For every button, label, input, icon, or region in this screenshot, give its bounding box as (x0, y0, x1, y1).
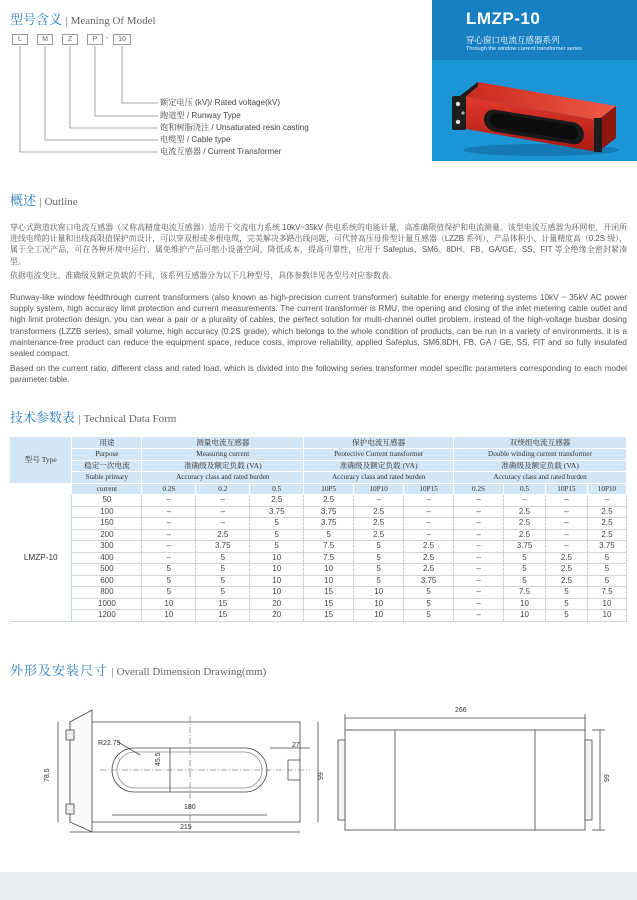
primary-current-cell: 500 (72, 564, 142, 576)
value-cell: 2.5 (196, 529, 250, 541)
value-cell: – (454, 529, 504, 541)
dimension-title-en-text: Overall Dimension Drawing(mm) (116, 666, 267, 678)
value-cell: 5 (404, 587, 454, 599)
value-cell: – (504, 495, 546, 507)
value-cell: – (454, 610, 504, 622)
value-cell: 10 (250, 564, 304, 576)
value-cell: 10 (142, 598, 196, 610)
value-cell: 2.5 (404, 564, 454, 576)
value-cell: 15 (304, 598, 354, 610)
value-cell: – (404, 495, 454, 507)
value-cell: 5 (545, 598, 587, 610)
th-acc-en-1: Accuracy class and rated burden (142, 472, 304, 484)
dim-offset: 27 (292, 742, 300, 749)
value-cell: 5 (404, 610, 454, 622)
value-cell: – (454, 518, 504, 530)
dimension-title-cn: 外形及安装尺寸 (10, 663, 109, 678)
primary-current-cell: 1000 (72, 598, 142, 610)
outline-para-en-2: Based on the current ratio, different class and rated load, which is divided into the following series transformer model specific parameters corresponding to each model parameter table. (10, 364, 627, 385)
value-cell: – (454, 575, 504, 587)
dim-right-height: 99 (318, 772, 325, 780)
value-cell: 5 (545, 610, 587, 622)
th-model: 型号 Type (10, 437, 72, 483)
value-cell: 2.5 (504, 506, 546, 518)
value-cell: 5 (354, 564, 404, 576)
value-cell: 20 (250, 610, 304, 622)
value-cell: – (454, 564, 504, 576)
value-cell: – (142, 495, 196, 507)
th-primary-en2: current (72, 483, 142, 495)
legend-rated-voltage: 额定电压 (kV)/ Rated voltage(kV) (160, 98, 281, 107)
th-class-4: 10P10 (354, 483, 404, 495)
dim-slot-width: 180 (184, 804, 196, 811)
value-cell: 2.5 (404, 552, 454, 564)
value-cell: 5 (587, 564, 626, 576)
th-class-0: 0.2S (142, 483, 196, 495)
value-cell: 2.5 (504, 518, 546, 530)
th-primary-cn: 稳定一次电流 (72, 460, 142, 472)
th-protect-cn: 保护电流互感器 (304, 437, 454, 449)
value-cell: 5 (142, 575, 196, 587)
value-cell: 5 (504, 564, 546, 576)
th-acc-en-2: Accuracy class and rated burden (304, 472, 454, 484)
value-cell: 5 (504, 575, 546, 587)
value-cell: – (142, 529, 196, 541)
value-cell: 15 (304, 610, 354, 622)
value-cell: 10 (354, 610, 404, 622)
value-cell: 5 (587, 575, 626, 587)
dim-total-width: 215 (180, 824, 192, 831)
table-row (10, 564, 627, 576)
value-cell: 3.75 (304, 506, 354, 518)
th-acc-cn-3: 准确级及额定负载 (VA) (454, 460, 627, 472)
value-cell: 5 (142, 587, 196, 599)
value-cell: 7.5 (504, 587, 546, 599)
value-cell: 5 (304, 529, 354, 541)
value-cell: 3.75 (587, 541, 626, 553)
legend-current-transformer: 电流互感器 / Current Transformer (160, 147, 282, 156)
value-cell: 10 (587, 598, 626, 610)
tech-title-en-text: Technical Data Form (83, 413, 177, 425)
model-box-p: P (87, 34, 103, 45)
product-photo (446, 60, 626, 160)
model-box-m: M (37, 34, 53, 45)
dim-total-height: 78.5 (44, 768, 51, 782)
table-row (10, 610, 627, 622)
table-row (10, 506, 627, 518)
primary-current-cell: 300 (72, 541, 142, 553)
value-cell: 5 (354, 575, 404, 587)
table-row (10, 518, 627, 530)
model-meaning-title-en: | Meaning Of Model (65, 15, 156, 27)
tech-title (10, 407, 176, 426)
value-cell: 5 (196, 552, 250, 564)
value-cell: 2.5 (587, 529, 626, 541)
value-cell: – (454, 587, 504, 599)
th-measure-en: Measuring current (142, 449, 304, 461)
value-cell: 15 (196, 598, 250, 610)
value-cell: 2.5 (354, 518, 404, 530)
value-cell: – (545, 506, 587, 518)
value-cell: – (545, 541, 587, 553)
side-view-drawing (330, 700, 630, 850)
value-cell: 3.75 (250, 506, 304, 518)
dimension-title-en: | Overall Dimension Drawing(mm) (111, 666, 267, 678)
value-cell: 2.5 (404, 541, 454, 553)
value-cell: 2.5 (504, 529, 546, 541)
value-cell: 5 (196, 587, 250, 599)
value-cell: – (196, 506, 250, 518)
value-cell: 10 (504, 610, 546, 622)
th-class-1: 0.2 (196, 483, 250, 495)
value-cell: – (454, 506, 504, 518)
value-cell: 15 (304, 587, 354, 599)
outline-para-en-1: Runway-like window feedthrough current transformers (also known as high-precision current transformer) suitable for energy metering systems 10kV ~ 35kV AC power supply system, high accuracy limit protection and current measurements. The current transformer is RMU, the opening and closing of the inlet metering cable outlet and high limit protection design, you can wear a pair or a plurality of cables, the perfect solution for multi-channel outlet problem, instead of the high-voltage busbar dosing transformers (LZZB series), small volume, high accuracy (0.2S grade), which belongs to the whole condition of products, can be run in a variety of environments, it is a maintenance-free product can reduce the equipment space, reduce costs, improve reliability, applied Safeplus, SM6,8DH, FB, GA / GE, SS, FIT and so fully insulated sealed compact. (10, 293, 627, 359)
value-cell: 2.5 (545, 552, 587, 564)
th-acc-en-3: Accuracy class and rated burden (454, 472, 627, 484)
th-protect-en: Peotective Current transformer (304, 449, 454, 461)
value-cell: – (142, 541, 196, 553)
value-cell: 3.75 (304, 518, 354, 530)
model-cell: LMZP-10 (10, 495, 72, 622)
value-cell: – (454, 495, 504, 507)
th-class-2: 0.5 (250, 483, 304, 495)
model-meaning-title-cn: 型号含义 (10, 12, 63, 27)
table-row (10, 529, 627, 541)
value-cell: 5 (354, 552, 404, 564)
value-cell: 5 (196, 575, 250, 587)
value-cell: 10 (250, 552, 304, 564)
value-cell: 2.5 (354, 506, 404, 518)
primary-current-cell: 200 (72, 529, 142, 541)
value-cell: 10 (504, 598, 546, 610)
th-acc-cn-1: 准确级及额定负载 (VA) (142, 460, 304, 472)
tech-title-cn: 技术参数表 (10, 410, 76, 425)
value-cell: – (404, 506, 454, 518)
value-cell: 10 (354, 598, 404, 610)
header-series-cn: 穿心窗口电流互感器系列 (466, 35, 560, 45)
model-box-z: Z (62, 34, 78, 45)
primary-current-cell: 1200 (72, 610, 142, 622)
primary-current-cell: 50 (72, 495, 142, 507)
tech-title-en: | Technical Data Form (78, 413, 177, 425)
value-cell: 20 (250, 598, 304, 610)
value-cell: 7.5 (304, 552, 354, 564)
value-cell: – (454, 598, 504, 610)
value-cell: – (454, 541, 504, 553)
table-row (10, 598, 627, 610)
model-dash: - (106, 33, 109, 42)
value-cell: 5 (504, 552, 546, 564)
header-series-en: Through the window current transformer series (466, 46, 582, 52)
value-cell: 2.5 (354, 529, 404, 541)
value-cell: 2.5 (545, 564, 587, 576)
value-cell: 5 (196, 564, 250, 576)
value-cell: – (587, 495, 626, 507)
primary-current-cell: 150 (72, 518, 142, 530)
value-cell: – (142, 552, 196, 564)
primary-current-cell: 800 (72, 587, 142, 599)
value-cell: – (354, 495, 404, 507)
value-cell: 5 (404, 598, 454, 610)
value-cell: 5 (250, 529, 304, 541)
header-panel (432, 0, 637, 161)
th-measure-cn: 测量电流互感器 (142, 437, 304, 449)
value-cell: 3.75 (196, 541, 250, 553)
th-class-6: 0.2S (454, 483, 504, 495)
footer-strip (0, 872, 637, 900)
outline-title-en: | Outline (39, 196, 78, 208)
legend-cable-type: 电缆型 / Cable type (160, 135, 231, 144)
value-cell: – (454, 552, 504, 564)
value-cell: 10 (304, 575, 354, 587)
legend-resin-casting: 饱和树脂浇注 / Unsaturated resin casting (160, 123, 309, 132)
value-cell: – (545, 529, 587, 541)
value-cell: 2.5 (304, 495, 354, 507)
value-cell: 5 (354, 541, 404, 553)
value-cell: – (196, 518, 250, 530)
outline-para-cn-2: 依据电流变比、准确级及额定负载的不同，该系列互感器分为以下几种型号，具体参数详见各型号对应参数表。 (10, 271, 397, 280)
value-cell: 5 (587, 552, 626, 564)
dimension-title (10, 660, 266, 679)
value-cell: 3.75 (404, 575, 454, 587)
model-box-voltage: 10 (113, 34, 131, 45)
value-cell: 7.5 (304, 541, 354, 553)
dim-radius: R22.75 (98, 740, 121, 747)
th-class-7: 0.5 (504, 483, 546, 495)
model-box-l: L (12, 34, 28, 45)
value-cell: 5 (545, 587, 587, 599)
th-class-5: 10P15 (404, 483, 454, 495)
th-class-8: 10P15 (545, 483, 587, 495)
value-cell: – (196, 495, 250, 507)
tech-table (10, 437, 627, 622)
table-row (10, 495, 627, 507)
value-cell: 5 (250, 518, 304, 530)
value-cell: 15 (196, 610, 250, 622)
value-cell: 7.5 (587, 587, 626, 599)
value-cell: – (142, 506, 196, 518)
primary-current-cell: 100 (72, 506, 142, 518)
value-cell: 5 (250, 541, 304, 553)
value-cell: – (404, 529, 454, 541)
value-cell: – (545, 518, 587, 530)
th-dual-cn: 双绕组电流互感器 (454, 437, 627, 449)
outline-title-en-text: Outline (44, 196, 78, 208)
value-cell: 10 (142, 610, 196, 622)
value-cell: 10 (587, 610, 626, 622)
value-cell: 2.5 (587, 506, 626, 518)
value-cell: 2.5 (250, 495, 304, 507)
value-cell: 10 (250, 587, 304, 599)
th-blank (10, 483, 72, 495)
primary-current-cell: 600 (72, 575, 142, 587)
value-cell: 5 (142, 564, 196, 576)
table-row (10, 552, 627, 564)
model-meaning-title-en-text: Meaning Of Model (70, 15, 156, 27)
th-use-en: Purpose (72, 449, 142, 461)
outline-title (10, 190, 78, 209)
dim-side-width: 266 (455, 707, 467, 714)
value-cell: – (545, 495, 587, 507)
th-dual-en: Double winding current transformer (454, 449, 627, 461)
value-cell: 2.5 (545, 575, 587, 587)
primary-current-cell: 400 (72, 552, 142, 564)
outline-title-cn: 概述 (10, 193, 37, 208)
th-primary-en1: Stable primary (72, 472, 142, 484)
header-model: LMZP-10 (466, 9, 541, 28)
dim-inner-height: 45.5 (155, 752, 162, 766)
legend-runway-type: 跑道型 / Runway Type (160, 111, 241, 120)
value-cell: 10 (304, 564, 354, 576)
value-cell: 2.5 (587, 518, 626, 530)
value-cell: 10 (250, 575, 304, 587)
value-cell: 3.75 (504, 541, 546, 553)
table-row (10, 541, 627, 553)
th-class-3: 10P5 (304, 483, 354, 495)
value-cell: – (142, 518, 196, 530)
th-class-9: 10P10 (587, 483, 626, 495)
table-row (10, 587, 627, 599)
table-row (10, 575, 627, 587)
value-cell: – (404, 518, 454, 530)
value-cell: 10 (354, 587, 404, 599)
outline-para-cn-1: 穿心式跑道状窗口电流互感器（又称高精度电流互感器）适用于交流电力系统 10kV~35kV 供电系统的电能计量，高准确限值保护和电流测量。该型电流互感器为环网柜、开闭所进线电缆的计量和出线高限值保护而设计，可以穿双根或多根电缆，完美解决多路出线问题，可代替高压母排型计量互感器（LZZB 系列），产品体积小、计量精度高（0.2S 级），属于全工况产品，可在各种环境中运行，属免维护产品可缩小设备空间，降低成本，提高可靠性，应用于 Safeplus、SM6、8DH、FB、GA/GE、SS、FIT 等全绝缘全密封紧凑型。 (10, 223, 627, 266)
th-use-cn: 用途 (72, 437, 142, 449)
dim-side-height: 99 (604, 774, 611, 782)
th-acc-cn-2: 准确级及额定负载 (VA) (304, 460, 454, 472)
